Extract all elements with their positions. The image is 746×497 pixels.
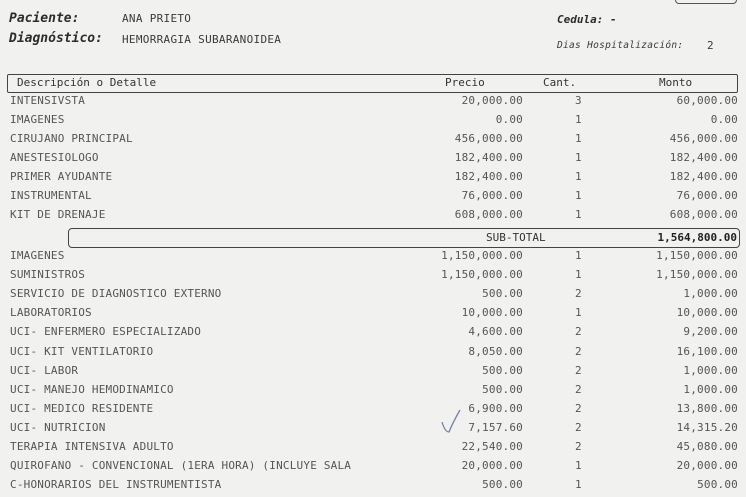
- item-description: CIRUJANO PRINCIPAL: [10, 132, 133, 145]
- item-price: 1,150,000.00: [441, 268, 523, 282]
- item-description: ANESTESIOLOGO: [10, 151, 99, 164]
- table-row: [0, 402, 746, 421]
- days-value: 2: [707, 39, 714, 52]
- cedula-label: Cedula: -: [557, 13, 617, 26]
- item-amount: 500.00: [697, 478, 738, 492]
- item-description: IMAGENES: [10, 249, 65, 262]
- item-amount: 10,000.00: [676, 306, 738, 320]
- table-row: [0, 421, 746, 440]
- item-description: C-HONORARIOS DEL INSTRUMENTISTA: [10, 478, 222, 492]
- header-amount: Monto: [659, 76, 693, 89]
- item-quantity: 1: [575, 478, 582, 492]
- item-price: 20,000.00: [461, 459, 523, 473]
- item-amount: 1,150,000.00: [656, 268, 738, 282]
- item-price: 6,900.00: [468, 401, 523, 415]
- item-amount: 0.00: [710, 113, 738, 126]
- item-price: 20,000.00: [461, 94, 523, 107]
- item-price: 8,050.00: [468, 344, 523, 358]
- item-quantity: 1: [575, 459, 582, 473]
- patient-name: ANA PRIETO: [122, 12, 192, 25]
- item-description: PRIMER AYUDANTE: [10, 170, 113, 183]
- item-quantity: 1: [575, 268, 582, 282]
- item-quantity: 3: [575, 94, 582, 107]
- item-price: 76,000.00: [461, 189, 523, 202]
- item-amount: 16,100.00: [676, 344, 738, 358]
- item-amount: 1,150,000.00: [656, 249, 738, 262]
- item-price: 0.00: [495, 113, 523, 126]
- table-header: [7, 74, 738, 93]
- table-row: [0, 440, 746, 459]
- item-quantity: 1: [575, 249, 582, 262]
- item-amount: 182,400.00: [669, 151, 738, 164]
- item-quantity: 1: [575, 170, 582, 183]
- header-desc: Descripción o Detalle: [17, 76, 157, 89]
- item-quantity: 2: [575, 382, 582, 396]
- item-amount: 1,000.00: [683, 287, 738, 301]
- item-quantity: 1: [575, 151, 582, 164]
- item-price: 500.00: [482, 478, 523, 492]
- item-price: 500.00: [482, 363, 523, 377]
- table-row: [0, 459, 746, 478]
- diagnosis-value: HEMORRAGIA SUBARANOIDEA: [122, 33, 282, 46]
- item-price: 7,157.60: [468, 420, 523, 434]
- item-description: QUIROFANO - CONVENCIONAL (1ERA HORA) (INCLUYE SALA: [10, 459, 352, 473]
- subtotal-box: [68, 228, 740, 248]
- patient-label: Paciente:: [9, 11, 80, 26]
- item-quantity: 1: [575, 189, 582, 202]
- item-price: 22,540.00: [461, 440, 523, 453]
- item-price: 500.00: [482, 382, 523, 396]
- item-amount: 182,400.00: [669, 170, 738, 183]
- item-amount: 456,000.00: [669, 132, 738, 145]
- item-description: UCI- KIT VENTILATORIO: [10, 344, 154, 358]
- item-description: KIT DE DRENAJE: [10, 208, 106, 221]
- item-description: UCI- MEDICO RESIDENTE: [10, 401, 154, 415]
- item-quantity: 1: [575, 113, 582, 126]
- item-amount: 45,080.00: [676, 440, 738, 453]
- item-description: SUMINISTROS: [10, 268, 86, 282]
- table-row: [0, 170, 746, 189]
- item-price: 1,150,000.00: [441, 249, 523, 262]
- item-amount: 1,000.00: [683, 382, 738, 396]
- table-row: [0, 151, 746, 170]
- item-quantity: 2: [575, 325, 582, 339]
- table-row: [0, 364, 746, 383]
- item-amount: 20,000.00: [676, 459, 738, 473]
- item-quantity: 2: [575, 401, 582, 415]
- table-row: [0, 268, 746, 287]
- item-price: 4,600.00: [468, 325, 523, 339]
- item-amount: 76,000.00: [676, 189, 738, 202]
- item-quantity: 2: [575, 440, 582, 453]
- table-row: [0, 113, 746, 132]
- item-quantity: 2: [575, 287, 582, 301]
- item-price: 608,000.00: [454, 208, 523, 221]
- table-row: [0, 383, 746, 402]
- item-description: UCI- ENFERMERO ESPECIALIZADO: [10, 325, 202, 339]
- item-amount: 9,200.00: [683, 325, 738, 339]
- item-price: 182,400.00: [454, 151, 523, 164]
- days-label: Dias Hospitalización:: [557, 40, 684, 51]
- header-price: Precio: [445, 76, 485, 89]
- item-price: 500.00: [482, 287, 523, 301]
- item-price: 182,400.00: [454, 170, 523, 183]
- handwritten-check-mark: [440, 408, 462, 434]
- item-description: INSTRUMENTAL: [10, 189, 92, 202]
- item-amount: 14,315.20: [676, 420, 738, 434]
- subtotal-label: SUB-TOTAL: [486, 231, 546, 244]
- item-description: INTENSIVSTA: [10, 94, 86, 107]
- item-quantity: 2: [575, 420, 582, 434]
- item-price: 456,000.00: [454, 132, 523, 145]
- item-description: SERVICIO DE DIAGNOSTICO EXTERNO: [10, 287, 222, 301]
- table-row: [0, 94, 746, 113]
- item-amount: 1,000.00: [683, 363, 738, 377]
- item-description: UCI- MANEJO HEMODINAMICO: [10, 382, 174, 396]
- table-row: [0, 132, 746, 151]
- header-qty: Cant.: [543, 76, 577, 89]
- item-quantity: 2: [575, 344, 582, 358]
- table-row: [0, 287, 746, 306]
- table-row: [0, 325, 746, 344]
- subtotal-value: 1,564,800.00: [657, 231, 737, 244]
- item-quantity: 1: [575, 306, 582, 320]
- item-quantity: 1: [575, 208, 582, 221]
- header-box-edge: [675, 0, 737, 4]
- item-description: UCI- NUTRICION: [10, 420, 106, 434]
- item-amount: 13,800.00: [676, 401, 738, 415]
- item-price: 10,000.00: [461, 306, 523, 320]
- item-description: IMAGENES: [10, 113, 65, 126]
- table-row: [0, 189, 746, 208]
- item-amount: 608,000.00: [669, 208, 738, 221]
- item-quantity: 2: [575, 363, 582, 377]
- item-description: LABORATORIOS: [10, 306, 92, 320]
- table-row: [0, 306, 746, 325]
- item-quantity: 1: [575, 132, 582, 145]
- table-row: [0, 249, 746, 268]
- item-amount: 60,000.00: [676, 94, 738, 107]
- diagnosis-label: Diagnóstico:: [9, 31, 103, 46]
- table-row: [0, 478, 746, 497]
- item-description: UCI- LABOR: [10, 363, 79, 377]
- table-row: [0, 208, 746, 227]
- item-description: TERAPIA INTENSIVA ADULTO: [10, 440, 174, 453]
- table-row: [0, 345, 746, 364]
